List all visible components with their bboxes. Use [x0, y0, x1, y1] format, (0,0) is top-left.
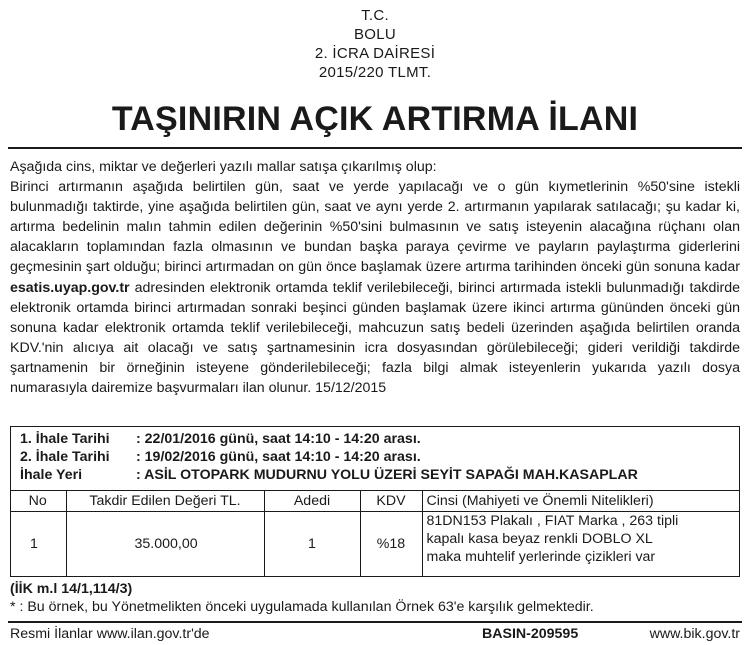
cell-no: 1 [10, 512, 66, 577]
table-header-row [10, 491, 740, 512]
footnote: * : Bu örnek, bu Yönetmelikten önceki uygulamada kullanılan Örnek 63'e karşılık gelmektedir. [10, 599, 594, 615]
intro-paragraph: Aşağıda cins, miktar ve değerleri yazılı mallar satışa çıkarılmış olup: [10, 159, 437, 175]
auction-place-label: İhale Yeri [20, 467, 83, 483]
description-line-1: 81DN153 Plakalı , FIAT Marka , 263 tipli [426, 513, 679, 529]
header-line-city: BOLU [353, 26, 397, 43]
auction-date-2 [20, 448, 421, 466]
table-row [10, 512, 740, 577]
cell-count: 1 [264, 512, 360, 577]
main-paragraph-part-2: adresinden elektronik ortamda teklif verilebileceği, birinci artırmada istekli bulunmadığı takdirde elektronik ortamda birinci artırmadan sonraki beşinci günden başlamak üzere ikinci artırma gününden önceki gün sonuna kadar elektronik ortamda teklif verilebileceği, mahcuzun satış bedeli üzerinden aşağıda belirtilen oranda KDV.'nin alıcıya ait olacağı ve satış şartnamesinin icra dosyasından görülebileceği; gideri verildiği takdirde şartnamenin bir örneğinin isteyene gönderilebileceği; fazla bilgi almak isteyenlerin yukarıda yazılı dosya numarasıyla dairemize başvurmaları ilan olunur. 15/12/2015 [10, 279, 740, 397]
main-paragraph-part-1: Birinci artırmanın aşağıda belirtilen gün, saat ve yerde yapılacağı ve o gün kıymetlerinin %50'sine istekli bulunmadığı taktirde, yine aşağıda belirtilen gün, saat ve aynı yerde 2. artırmanın yapılarak satılacağı; şu kadar ki, artırma bedelinin malın tahmin edilen değerinin %50'sini bulmasının ve satış isteyenin alacağına rüçhanı olan alacakların toplamından fazla olmasının ve bundan başka paraya çevirme ve payların paylaştırma giderlerini geçmesinin şart olduğu; birinci artırmadan on gün önce başlamak üzere artırma tarihinden önceki gün sonuna kadar [10, 179, 740, 276]
cell-vat: %18 [360, 512, 422, 577]
notice-body [10, 157, 740, 398]
esatis-link[interactable]: esatis.uyap.gov.tr [10, 279, 130, 296]
col-header-value: Takdir Edilen Değeri TL. [66, 491, 264, 512]
col-header-count: Adedi [264, 491, 360, 512]
auction-place-value: : ASİL OTOPARK MUDURNU YOLU ÜZERİ SEYİT SAPAĞI MAH.KASAPLAR [136, 467, 638, 483]
header-line-tc: T.C. [361, 7, 389, 24]
cell-value: 35.000,00 [66, 512, 264, 577]
top-divider [8, 147, 742, 149]
footer-bik-link[interactable]: www.bik.gov.tr [649, 626, 740, 642]
footer-ilan-link[interactable]: Resmi İlanlar www.ilan.gov.tr'de [10, 626, 210, 642]
description-line-3: maka muhtelif yerlerinde çizikleri var [426, 549, 656, 565]
cell-description [422, 512, 740, 577]
auction-place [20, 466, 638, 484]
footer-press-code: BASIN-209595 [482, 626, 579, 642]
page-title: TAŞINIRIN AÇIK ARTIRMA İLANI [111, 100, 639, 138]
header [0, 6, 750, 82]
col-header-description: Cinsi (Mahiyeti ve Önemli Nitelikleri) [422, 491, 740, 512]
main-paragraph [10, 177, 740, 398]
auction-date-1-value: : 22/01/2016 günü, saat 14:10 - 14:20 arası. [136, 431, 421, 447]
legal-reference: (İİK m.l 14/1,114/3) [10, 581, 133, 597]
col-header-no: No [10, 491, 66, 512]
description-line-2: kapalı kasa beyaz renkli DOBLO XL [426, 531, 653, 547]
auction-date-1 [20, 430, 421, 448]
auction-date-2-value: : 19/02/2016 günü, saat 14:10 - 14:20 arası. [136, 449, 421, 465]
auction-date-1-label: 1. İhale Tarihi [20, 431, 110, 447]
bottom-divider [8, 621, 742, 623]
auction-date-2-label: 2. İhale Tarihi [20, 449, 110, 465]
header-line-file-no: 2015/220 TLMT. [318, 64, 432, 81]
col-header-vat: KDV [360, 491, 422, 512]
header-line-office: 2. İCRA DAİRESİ [314, 45, 436, 62]
items-table [10, 490, 740, 577]
